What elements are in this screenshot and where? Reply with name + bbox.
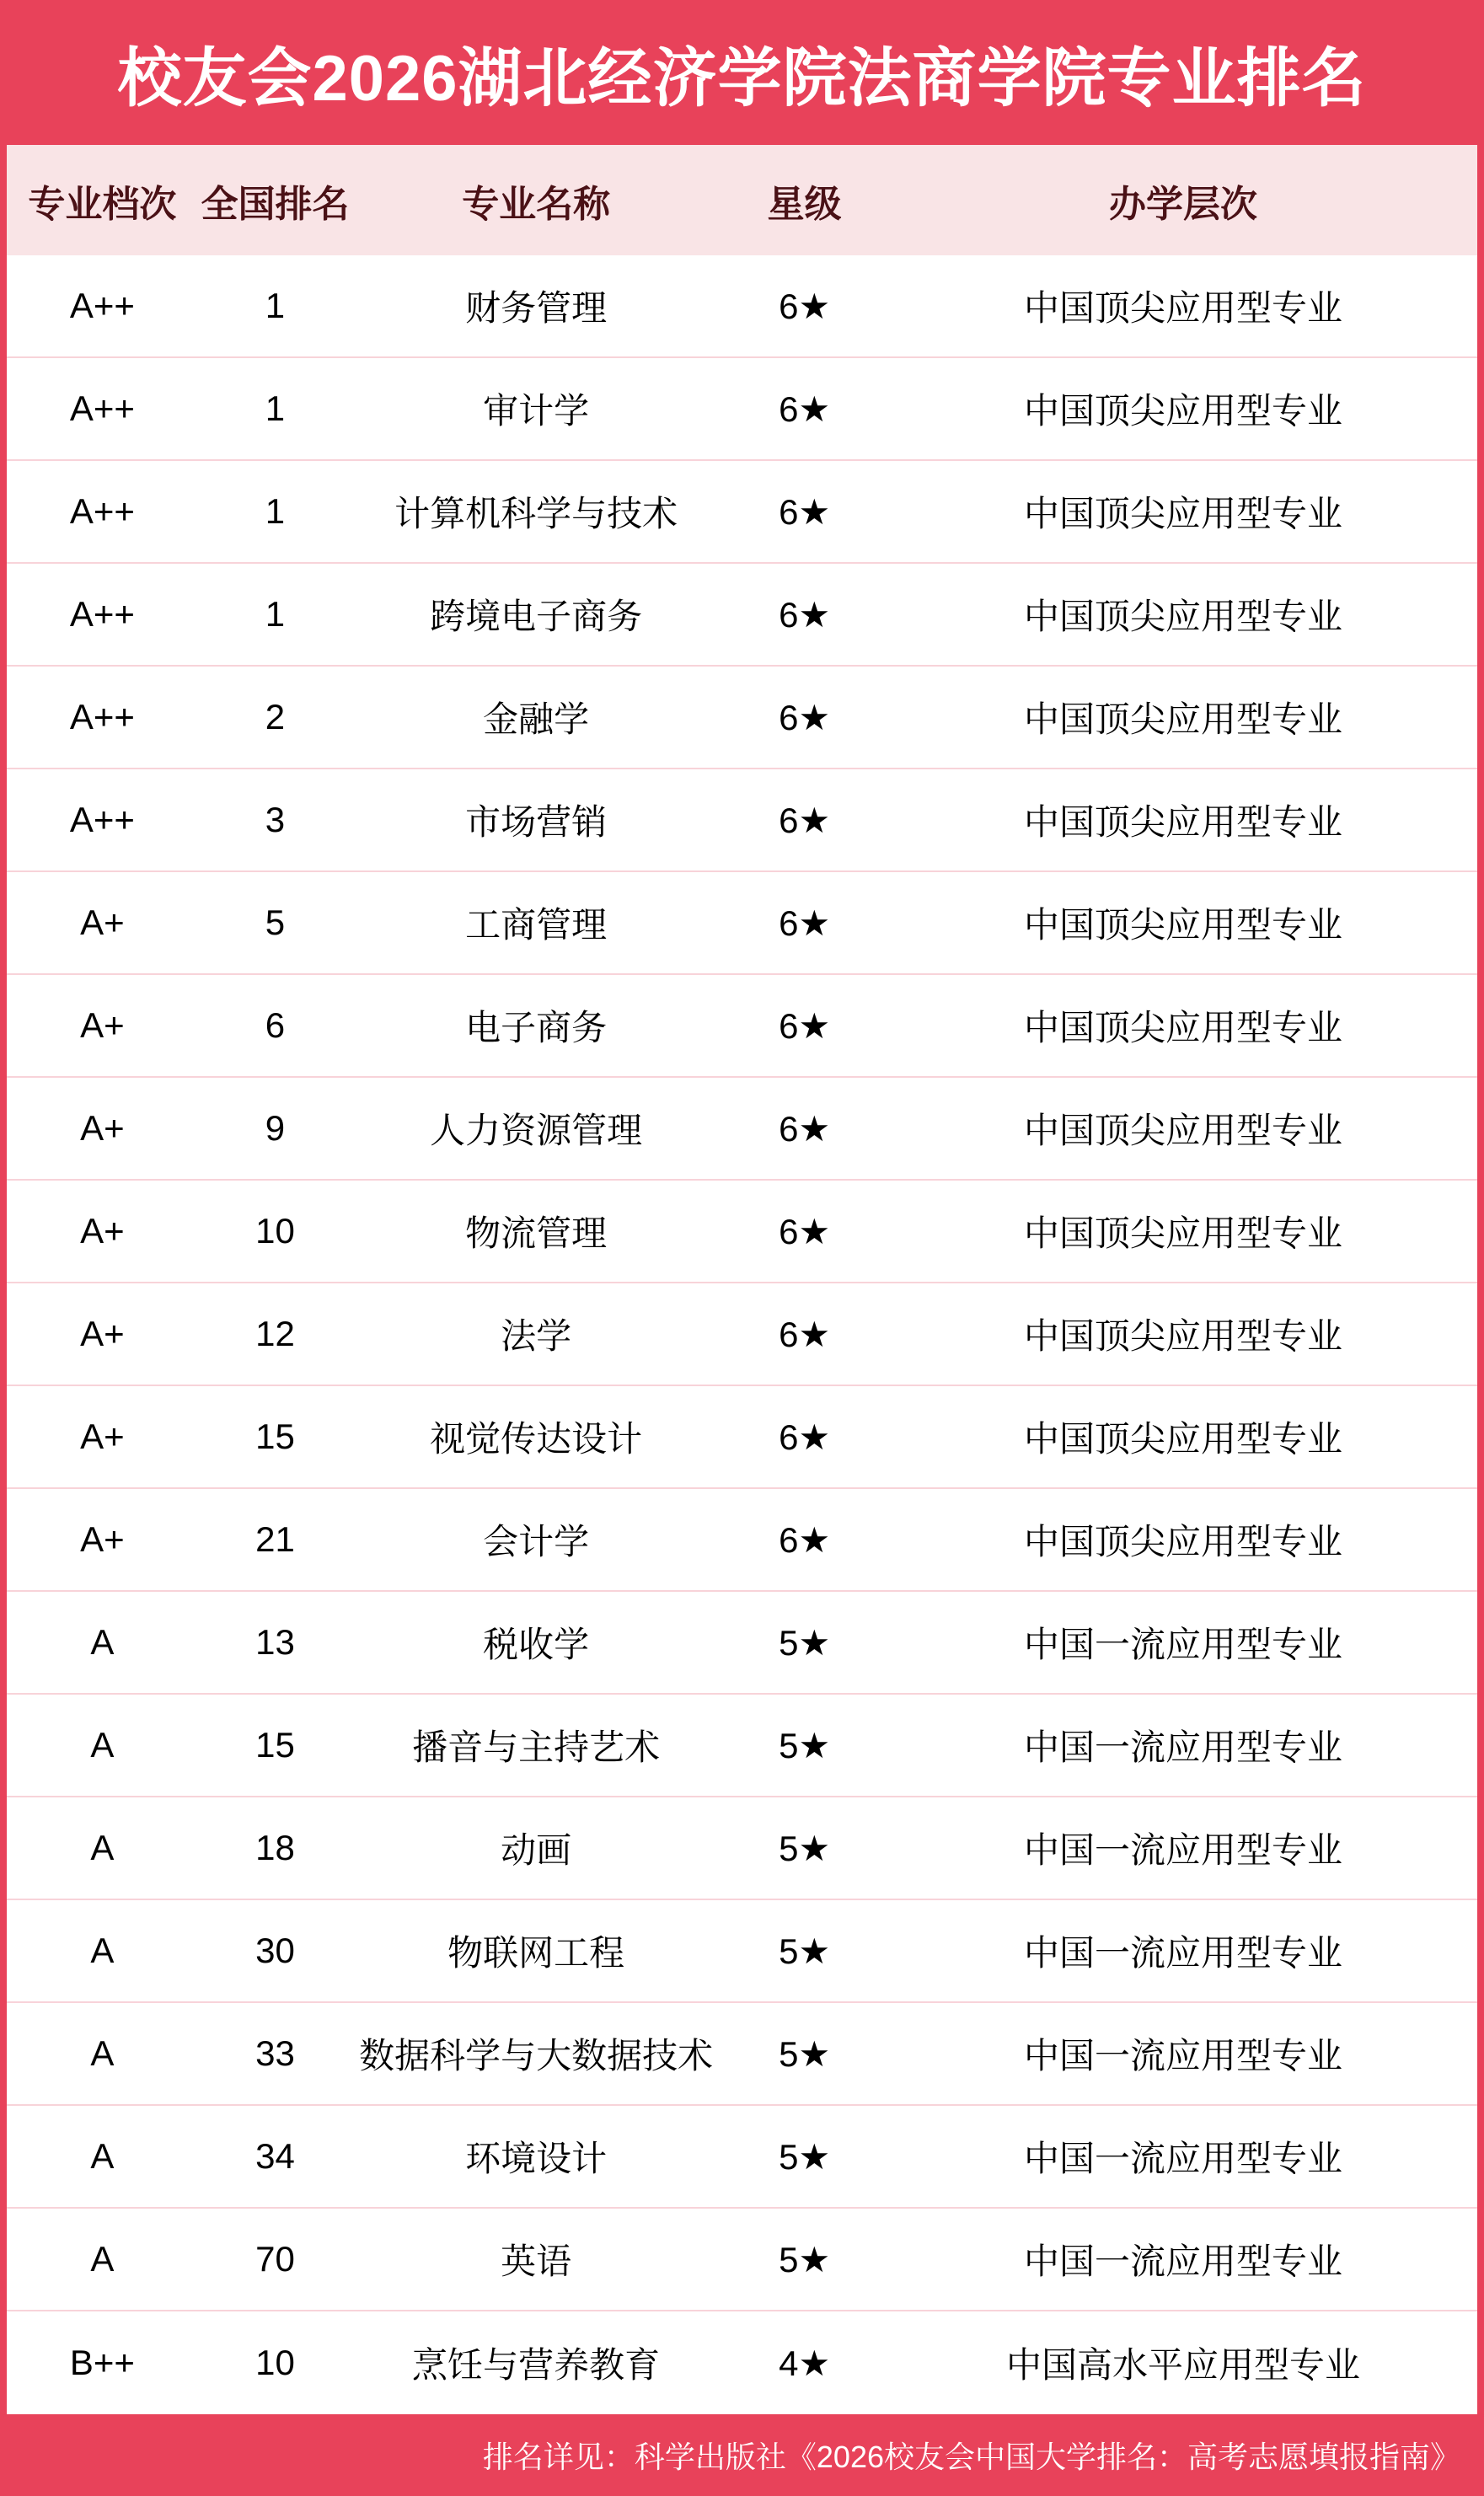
cell-star-level: 6★ bbox=[779, 388, 831, 429]
table-row bbox=[7, 1489, 1477, 1592]
cell-grade: A+ bbox=[80, 1417, 125, 1456]
cell-star-level: 6★ bbox=[779, 286, 831, 326]
table-row bbox=[7, 2209, 1477, 2311]
cell-national-rank: 13 bbox=[255, 1622, 295, 1662]
cell-grade: A+ bbox=[80, 1211, 125, 1251]
table-row bbox=[7, 2106, 1477, 2209]
cell-national-rank: 15 bbox=[255, 1417, 295, 1456]
title-banner bbox=[0, 0, 1484, 145]
cell-major-name: 财务管理 bbox=[465, 288, 608, 328]
cell-star-level: 6★ bbox=[779, 1519, 831, 1560]
cell-star-level: 6★ bbox=[779, 1417, 831, 1457]
header-cell-grade: 专业档次 bbox=[28, 183, 177, 225]
cell-major-name: 审计学 bbox=[483, 391, 590, 431]
table-row bbox=[7, 1181, 1477, 1283]
cell-grade: A bbox=[90, 2136, 115, 2176]
cell-major-name: 电子商务 bbox=[465, 1008, 608, 1047]
cell-star-level: 6★ bbox=[779, 491, 831, 532]
table-row bbox=[7, 1386, 1477, 1489]
cell-education-level: 中国顶尖应用型专业 bbox=[1023, 1316, 1342, 1356]
cell-national-rank: 2 bbox=[265, 697, 286, 736]
cell-star-level: 5★ bbox=[779, 1828, 831, 1868]
cell-star-level: 5★ bbox=[779, 2136, 831, 2177]
cell-star-level: 4★ bbox=[779, 2343, 831, 2383]
cell-star-level: 6★ bbox=[779, 1108, 831, 1149]
table-row bbox=[7, 1283, 1477, 1386]
ranking-table bbox=[0, 145, 1484, 2414]
cell-star-level: 5★ bbox=[779, 1622, 831, 1663]
cell-major-name: 会计学 bbox=[483, 1522, 590, 1561]
cell-major-name: 数据科学与大数据技术 bbox=[359, 2036, 714, 2076]
table-row bbox=[7, 1592, 1477, 1695]
cell-national-rank: 3 bbox=[265, 800, 286, 839]
cell-grade: A+ bbox=[80, 1005, 125, 1045]
header-cell-national-rank: 全国排名 bbox=[201, 183, 350, 225]
cell-national-rank: 12 bbox=[255, 1314, 295, 1353]
cell-major-name: 工商管理 bbox=[465, 905, 608, 945]
table-row bbox=[7, 975, 1477, 1078]
cell-national-rank: 1 bbox=[265, 491, 286, 531]
cell-major-name: 视觉传达设计 bbox=[430, 1419, 643, 1459]
cell-education-level: 中国顶尖应用型专业 bbox=[1023, 699, 1342, 739]
header-cell-education-level: 办学层次 bbox=[1108, 183, 1257, 225]
cell-major-name: 法学 bbox=[501, 1316, 572, 1356]
cell-star-level: 6★ bbox=[779, 903, 831, 943]
cell-grade: A bbox=[90, 2239, 115, 2279]
header-cell-star-level: 星级 bbox=[767, 183, 842, 225]
table-header-row bbox=[7, 145, 1477, 255]
cell-star-level: 6★ bbox=[779, 1005, 831, 1046]
cell-grade: A++ bbox=[69, 800, 135, 839]
table-body bbox=[7, 255, 1477, 2414]
cell-grade: A bbox=[90, 1622, 115, 1662]
cell-major-name: 物流管理 bbox=[465, 1213, 608, 1253]
cell-grade: A++ bbox=[69, 697, 135, 736]
cell-major-name: 税收学 bbox=[483, 1625, 590, 1664]
cell-major-name: 动画 bbox=[501, 1830, 572, 1870]
cell-education-level: 中国顶尖应用型专业 bbox=[1023, 1419, 1342, 1459]
cell-star-level: 6★ bbox=[779, 594, 831, 635]
cell-major-name: 跨境电子商务 bbox=[430, 597, 643, 636]
cell-grade: A bbox=[90, 1828, 115, 1867]
cell-education-level: 中国一流应用型专业 bbox=[1023, 2036, 1342, 2076]
cell-major-name: 市场营销 bbox=[465, 802, 608, 842]
cell-star-level: 6★ bbox=[779, 697, 831, 737]
cell-major-name: 金融学 bbox=[483, 699, 590, 739]
table-row bbox=[7, 1900, 1477, 2003]
cell-education-level: 中国顶尖应用型专业 bbox=[1023, 1111, 1342, 1150]
table-row bbox=[7, 769, 1477, 872]
cell-education-level: 中国顶尖应用型专业 bbox=[1023, 288, 1342, 328]
cell-star-level: 5★ bbox=[779, 2033, 831, 2074]
cell-education-level: 中国一流应用型专业 bbox=[1023, 2242, 1342, 2281]
table-row bbox=[7, 255, 1477, 358]
table-row bbox=[7, 1695, 1477, 1797]
cell-education-level: 中国顶尖应用型专业 bbox=[1023, 905, 1342, 945]
cell-major-name: 计算机科学与技术 bbox=[394, 494, 678, 533]
cell-grade: A++ bbox=[69, 594, 135, 634]
cell-education-level: 中国顶尖应用型专业 bbox=[1023, 494, 1342, 533]
cell-grade: A+ bbox=[80, 1314, 125, 1353]
cell-national-rank: 10 bbox=[255, 1211, 295, 1251]
cell-education-level: 中国顶尖应用型专业 bbox=[1023, 597, 1342, 636]
header-cell-major-name: 专业名称 bbox=[462, 183, 611, 225]
cell-national-rank: 1 bbox=[265, 594, 286, 634]
cell-major-name: 物联网工程 bbox=[447, 1933, 625, 1973]
table-row bbox=[7, 667, 1477, 769]
cell-star-level: 5★ bbox=[779, 1931, 831, 1971]
table-row bbox=[7, 1797, 1477, 1900]
table-row bbox=[7, 358, 1477, 461]
cell-national-rank: 9 bbox=[265, 1108, 286, 1148]
cell-grade: A bbox=[90, 2033, 115, 2073]
cell-education-level: 中国一流应用型专业 bbox=[1023, 1625, 1342, 1664]
cell-education-level: 中国顶尖应用型专业 bbox=[1023, 802, 1342, 842]
cell-star-level: 6★ bbox=[779, 1211, 831, 1251]
cell-national-rank: 34 bbox=[255, 2136, 295, 2176]
cell-star-level: 6★ bbox=[779, 800, 831, 840]
cell-star-level: 5★ bbox=[779, 2239, 831, 2279]
cell-education-level: 中国顶尖应用型专业 bbox=[1023, 1213, 1342, 1253]
table-row bbox=[7, 461, 1477, 564]
cell-national-rank: 21 bbox=[255, 1519, 295, 1559]
cell-national-rank: 10 bbox=[255, 2343, 295, 2382]
table-row bbox=[7, 564, 1477, 667]
cell-grade: A++ bbox=[69, 286, 135, 325]
cell-national-rank: 6 bbox=[265, 1005, 286, 1045]
cell-education-level: 中国顶尖应用型专业 bbox=[1023, 1522, 1342, 1561]
cell-education-level: 中国顶尖应用型专业 bbox=[1023, 1008, 1342, 1047]
table-row bbox=[7, 2003, 1477, 2106]
table-row bbox=[7, 1078, 1477, 1181]
cell-star-level: 5★ bbox=[779, 1725, 831, 1765]
cell-education-level: 中国一流应用型专业 bbox=[1023, 2139, 1342, 2178]
cell-grade: B++ bbox=[69, 2343, 135, 2382]
table-row bbox=[7, 872, 1477, 975]
cell-major-name: 播音与主持艺术 bbox=[412, 1727, 661, 1767]
cell-national-rank: 15 bbox=[255, 1725, 295, 1765]
cell-national-rank: 30 bbox=[255, 1931, 295, 1970]
cell-grade: A+ bbox=[80, 1108, 125, 1148]
footer bbox=[0, 2414, 1484, 2496]
cell-grade: A bbox=[90, 1725, 115, 1765]
cell-national-rank: 1 bbox=[265, 286, 286, 325]
cell-national-rank: 1 bbox=[265, 388, 286, 428]
cell-national-rank: 5 bbox=[265, 903, 286, 942]
cell-grade: A+ bbox=[80, 1519, 125, 1559]
cell-grade: A++ bbox=[69, 491, 135, 531]
page-title: 校友会2026湖北经济学院法商学院专业排名 bbox=[117, 42, 1367, 115]
cell-education-level: 中国高水平应用型专业 bbox=[1005, 2345, 1360, 2385]
cell-grade: A+ bbox=[80, 903, 125, 942]
cell-star-level: 6★ bbox=[779, 1314, 831, 1354]
cell-major-name: 环境设计 bbox=[465, 2139, 608, 2178]
cell-national-rank: 70 bbox=[255, 2239, 295, 2279]
cell-education-level: 中国一流应用型专业 bbox=[1023, 1830, 1342, 1870]
cell-national-rank: 18 bbox=[255, 1828, 295, 1867]
cell-education-level: 中国一流应用型专业 bbox=[1023, 1933, 1342, 1973]
cell-education-level: 中国一流应用型专业 bbox=[1023, 1727, 1342, 1767]
cell-major-name: 人力资源管理 bbox=[430, 1111, 643, 1150]
footer-note: 排名详见：科学出版社《2026校友会中国大学排名：高考志愿填报指南》 bbox=[482, 2440, 1460, 2474]
cell-grade: A++ bbox=[69, 388, 135, 428]
table-row bbox=[7, 2311, 1477, 2414]
cell-major-name: 英语 bbox=[501, 2242, 572, 2281]
cell-major-name: 烹饪与营养教育 bbox=[412, 2345, 661, 2385]
cell-national-rank: 33 bbox=[255, 2033, 295, 2073]
cell-education-level: 中国顶尖应用型专业 bbox=[1023, 391, 1342, 431]
cell-grade: A bbox=[90, 1931, 115, 1970]
